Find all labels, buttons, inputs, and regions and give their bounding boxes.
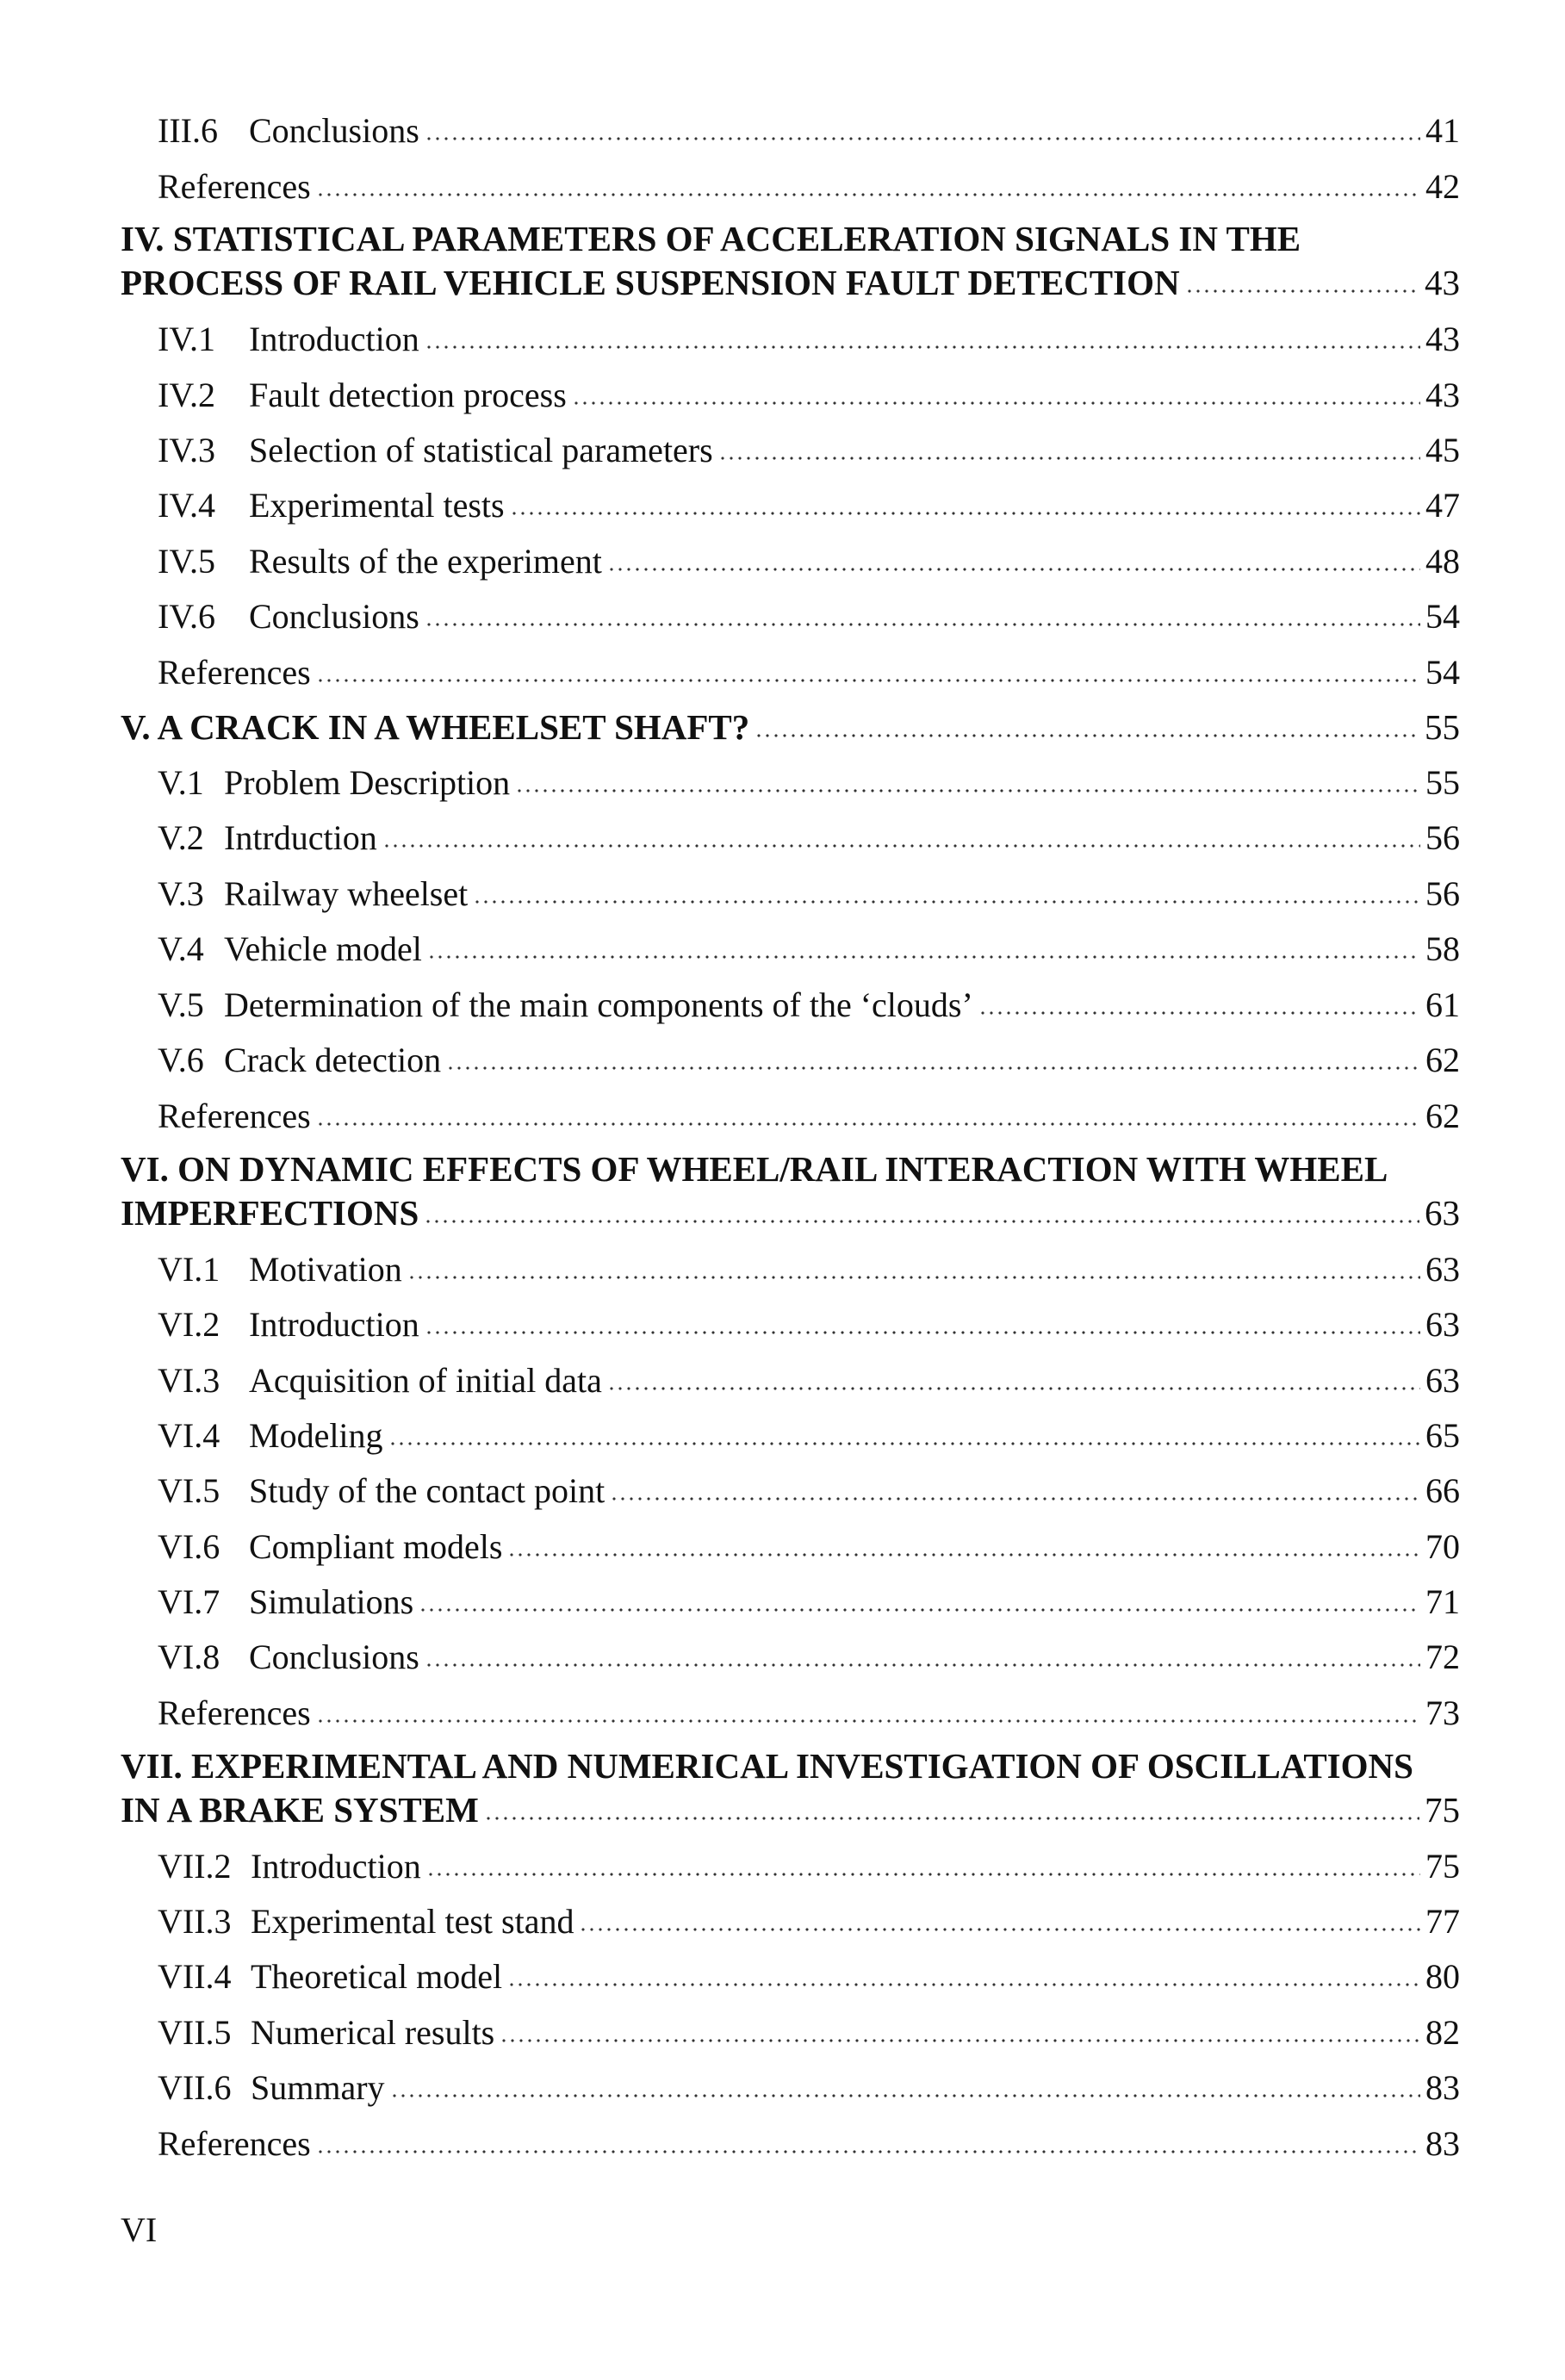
toc-entry-v6[interactable] (158, 1025, 1460, 1080)
toc-entry-vi3[interactable] (158, 1345, 1460, 1401)
entry-title: Intrduction (224, 818, 377, 857)
entry-title: Numerical results (251, 2013, 495, 2052)
entry-page: 55 (1425, 763, 1460, 802)
entry-title: Modeling (249, 1416, 383, 1455)
entry-page: 58 (1425, 929, 1460, 968)
toc-entry-vii4[interactable] (158, 1942, 1460, 1997)
toc-entry-chapter-vi[interactable] (121, 1178, 1460, 1233)
entry-title: Conclusions (249, 1637, 419, 1676)
entry-number: V.3 (158, 874, 204, 913)
entry-page: 43 (1425, 376, 1460, 414)
chapter-vii-heading-line1[interactable]: VII. EXPERIMENTAL AND NUMERICAL INVESTIGATION OF OSCILLATIONS (121, 1746, 1413, 1786)
dot-leader (390, 2093, 1420, 2098)
entry-number: V.4 (158, 929, 204, 968)
entry-page: 43 (1425, 263, 1460, 302)
dot-leader (579, 1927, 1420, 1932)
entry-title: Determination of the main components of the ‘clouds’ (224, 985, 973, 1024)
dot-leader (316, 192, 1420, 197)
dot-leader (419, 1607, 1420, 1613)
chapter-vi-heading-line2: IMPERFECTIONS (121, 1193, 419, 1233)
entry-title: Experimental test stand (251, 1902, 574, 1941)
entry-title: References (158, 167, 311, 206)
dot-leader (426, 1872, 1420, 1877)
entry-page: 56 (1425, 818, 1460, 857)
entry-number: III.6 (158, 111, 218, 150)
entry-title: Introduction (249, 320, 419, 358)
chapter-vi-heading-line1[interactable]: VI. ON DYNAMIC EFFECTS OF WHEEL/RAIL INTERACTION WITH WHEEL (121, 1149, 1388, 1189)
entry-page: 55 (1425, 707, 1460, 747)
entry-page: 63 (1425, 1193, 1460, 1233)
entry-title: Fault detection process (249, 376, 567, 414)
toc-entry-iv4[interactable] (158, 470, 1460, 525)
entry-title: Study of the contact point (249, 1471, 606, 1510)
entry-title: Results of the experiment (249, 542, 602, 581)
entry-title: Problem Description (224, 763, 511, 802)
entry-page: 83 (1425, 2124, 1460, 2163)
toc-entry-chapter-iv[interactable] (121, 248, 1460, 303)
entry-number: VII.4 (158, 1957, 232, 1996)
toc-entry-references-v[interactable] (158, 1081, 1460, 1136)
dot-leader (507, 1552, 1420, 1557)
entry-page: 48 (1425, 542, 1460, 581)
toc-entry-iii6[interactable] (158, 96, 1460, 151)
entry-number: IV.6 (158, 597, 216, 636)
dot-leader (572, 401, 1420, 406)
entry-page: 66 (1425, 1471, 1460, 1510)
entry-number: IV.1 (158, 320, 216, 358)
page-number-footer: VI (121, 2210, 158, 2249)
toc-entry-references-vi[interactable] (158, 1678, 1460, 1733)
entry-number: IV.2 (158, 376, 216, 414)
toc-entry-vi8[interactable] (158, 1622, 1460, 1677)
entry-number: V.6 (158, 1041, 204, 1079)
dot-leader (607, 1386, 1420, 1391)
dot-leader (484, 1816, 1419, 1821)
entry-number: VI.6 (158, 1527, 220, 1566)
entry-title: Introduction (249, 1305, 419, 1344)
toc-entry-vii5[interactable] (158, 1998, 1460, 2053)
toc-entry-iv2[interactable] (158, 360, 1460, 415)
dot-leader (446, 1066, 1420, 1071)
dot-leader (424, 1219, 1419, 1224)
entry-title: Conclusions (249, 111, 419, 150)
entry-number: VI.2 (158, 1305, 220, 1344)
entry-page: 62 (1425, 1041, 1460, 1079)
dot-leader (755, 733, 1419, 738)
dot-leader (425, 136, 1420, 141)
entry-page: 41 (1425, 111, 1460, 150)
entry-number: VI.3 (158, 1361, 220, 1400)
entry-page: 54 (1425, 653, 1460, 692)
dot-leader (425, 1330, 1420, 1335)
entry-page: 83 (1425, 2068, 1460, 2107)
toc-entry-vii3[interactable] (158, 1886, 1460, 1942)
entry-title: Vehicle model (224, 929, 422, 968)
toc-entry-vi6[interactable] (158, 1512, 1460, 1567)
entry-page: 65 (1425, 1416, 1460, 1455)
entry-number: VI.7 (158, 1582, 220, 1621)
toc-entry-references-iii[interactable] (158, 152, 1460, 207)
toc-entry-references-iv[interactable] (158, 637, 1460, 693)
toc-entry-iv6[interactable] (158, 581, 1460, 637)
dot-leader (316, 678, 1420, 683)
chapter-vii-heading-line2: IN A BRAKE SYSTEM (121, 1790, 479, 1830)
entry-page: 80 (1425, 1957, 1460, 1996)
entry-page: 63 (1425, 1305, 1460, 1344)
toc-entry-v2[interactable] (158, 803, 1460, 858)
toc-entry-vi7[interactable] (158, 1567, 1460, 1622)
toc-entry-vi4[interactable] (158, 1401, 1460, 1456)
entry-number: VI.5 (158, 1471, 220, 1510)
entry-title: Summary (251, 2068, 385, 2107)
dot-leader (607, 567, 1420, 572)
dot-leader (425, 1662, 1420, 1668)
dot-leader (718, 456, 1420, 461)
entry-title: Crack detection (224, 1041, 442, 1079)
entry-number: V.5 (158, 985, 204, 1024)
toc-entry-vii2[interactable] (158, 1831, 1460, 1886)
entry-page: 62 (1425, 1097, 1460, 1135)
entry-page: 54 (1425, 597, 1460, 636)
chapter-iv-heading-line1[interactable]: IV. STATISTICAL PARAMETERS OF ACCELERATION SIGNALS IN THE (121, 219, 1301, 258)
entry-number: VII.2 (158, 1847, 232, 1886)
toc-entry-chapter-v[interactable] (121, 693, 1460, 748)
toc-entry-vi1[interactable] (158, 1234, 1460, 1289)
entry-title: Conclusions (249, 597, 419, 636)
entry-page: 61 (1425, 985, 1460, 1024)
toc-entry-references-vii[interactable] (158, 2109, 1460, 2164)
dot-leader (473, 899, 1420, 904)
entry-number: VI.8 (158, 1637, 220, 1676)
dot-leader (407, 1275, 1420, 1280)
entry-page: 42 (1425, 167, 1460, 206)
entry-title: Compliant models (249, 1527, 503, 1566)
toc-entry-iv5[interactable] (158, 526, 1460, 581)
dot-leader (388, 1441, 1420, 1446)
toc-entry-v1[interactable] (158, 748, 1460, 803)
entry-page: 45 (1425, 431, 1460, 469)
dot-leader (316, 2149, 1420, 2154)
dot-leader (500, 2038, 1420, 2043)
entry-number: IV.4 (158, 486, 216, 525)
dot-leader (316, 1718, 1420, 1724)
entry-page: 71 (1425, 1582, 1460, 1621)
entry-title: Acquisition of initial data (249, 1361, 602, 1400)
entry-page: 63 (1425, 1361, 1460, 1400)
entry-page: 72 (1425, 1637, 1460, 1676)
entry-number: VI.4 (158, 1416, 220, 1455)
entry-number: VII.3 (158, 1902, 232, 1941)
dot-leader (425, 345, 1420, 350)
dot-leader (978, 1010, 1420, 1016)
entry-title: Selection of statistical parameters (249, 431, 713, 469)
entry-title: Experimental tests (249, 486, 505, 525)
entry-title: Railway wheelset (224, 874, 469, 913)
dot-leader (507, 1982, 1420, 1987)
toc-entry-iv3[interactable] (158, 415, 1460, 470)
entry-title: References (158, 653, 311, 692)
entry-title: Introduction (251, 1847, 421, 1886)
entry-page: 63 (1425, 1250, 1460, 1289)
dot-leader (316, 1122, 1420, 1127)
entry-page: 75 (1425, 1790, 1460, 1830)
dot-leader (510, 511, 1420, 516)
entry-page: 70 (1425, 1527, 1460, 1566)
toc-entry-iv1[interactable] (158, 304, 1460, 359)
entry-page: 56 (1425, 874, 1460, 913)
dot-leader (610, 1496, 1420, 1501)
entry-page: 73 (1425, 1693, 1460, 1732)
toc-entry-v3[interactable] (158, 859, 1460, 914)
entry-number: V.2 (158, 818, 204, 857)
entry-title: Simulations (249, 1582, 414, 1621)
dot-leader (1185, 289, 1419, 294)
toc-entry-chapter-vii[interactable] (121, 1775, 1460, 1830)
entry-page: 43 (1425, 320, 1460, 358)
entry-number: IV.3 (158, 431, 216, 469)
toc-entry-vii6[interactable] (158, 2053, 1460, 2108)
entry-page: 82 (1425, 2013, 1460, 2052)
entry-title: References (158, 1693, 311, 1732)
toc-entry-v5[interactable] (158, 970, 1460, 1025)
dot-leader (382, 843, 1420, 848)
entry-title: Motivation (249, 1250, 402, 1289)
entry-number: V.1 (158, 763, 204, 802)
entry-page: 77 (1425, 1902, 1460, 1941)
entry-number: IV.5 (158, 542, 216, 581)
entry-page: 47 (1425, 486, 1460, 525)
toc-entry-vi5[interactable] (158, 1456, 1460, 1511)
entry-title: Theoretical model (251, 1957, 503, 1996)
dot-leader (427, 954, 1420, 960)
entry-number: VII.6 (158, 2068, 232, 2107)
toc-entry-vi2[interactable] (158, 1289, 1460, 1345)
entry-number: VI.1 (158, 1250, 220, 1289)
chapter-iv-heading-line2: PROCESS OF RAIL VEHICLE SUSPENSION FAULT DETECTION (121, 263, 1180, 302)
toc-entry-v4[interactable] (158, 914, 1460, 969)
entry-page: 75 (1425, 1847, 1460, 1886)
entry-title: References (158, 2124, 311, 2163)
entry-title: References (158, 1097, 311, 1135)
chapter-v-heading: V. A CRACK IN A WHEELSET SHAFT? (121, 707, 750, 747)
entry-number: VII.5 (158, 2013, 232, 2052)
dot-leader (515, 788, 1420, 793)
dot-leader (425, 622, 1420, 627)
